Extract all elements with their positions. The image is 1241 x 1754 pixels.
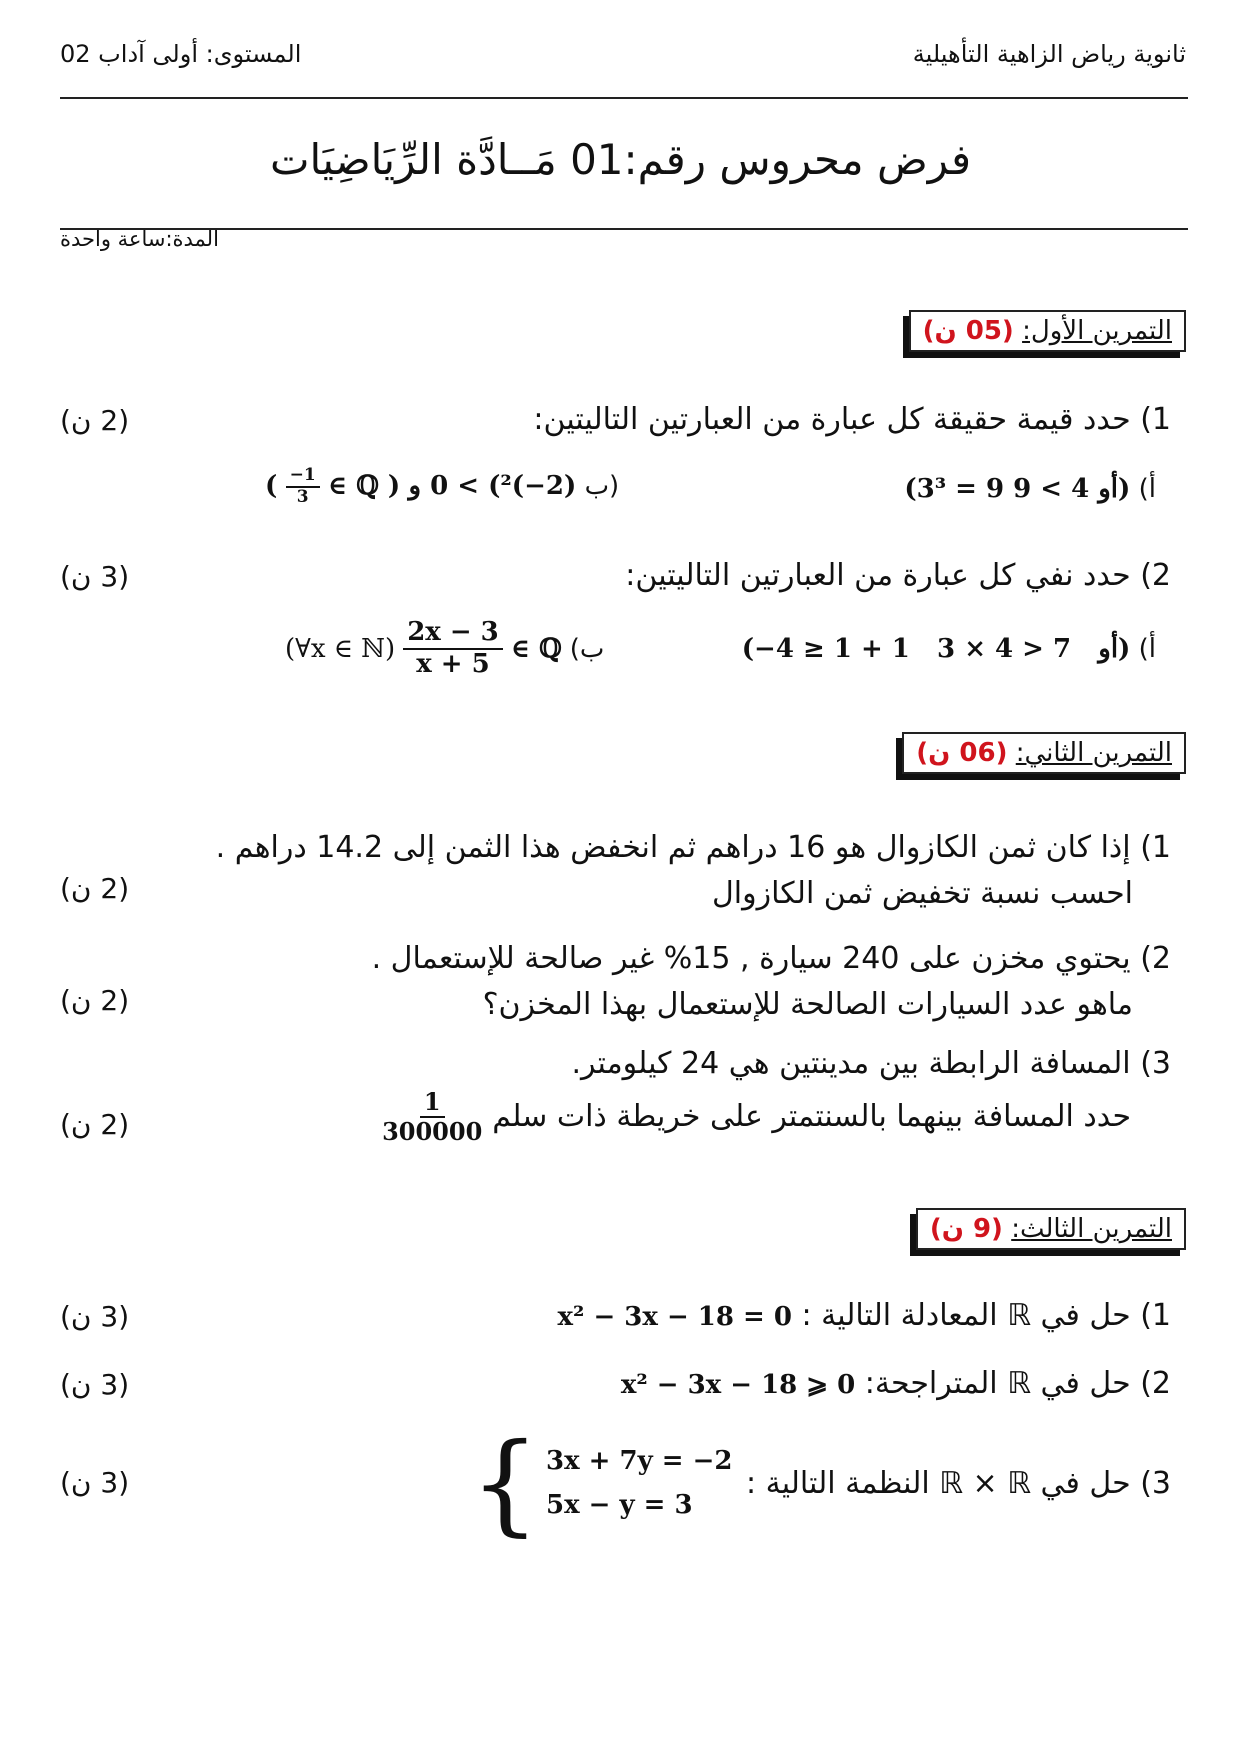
- ex3-q3-eq2: 5x − y = 3: [546, 1490, 693, 1520]
- ex2-q2-line2: ماهو عدد السيارات الصالحة للإستعمال بهذا المخزن؟: [482, 987, 1133, 1022]
- ex2-q1-line1: إذا كان ثمن الكازوال هو 16 دراهم ثم انخفض هذا الثمن إلى 14.2 دراهم .: [215, 830, 1131, 865]
- ex3-q2-expr: x² − 3x − 18 ⩾ 0: [620, 1370, 856, 1400]
- ex1-q2-a-expr: (−4 ≥ 1 + 1 أو 7 < 4 × 3): [741, 634, 1131, 664]
- exercise-3-header: [916, 1208, 1186, 1250]
- ex3-q3-points: (3 ن): [60, 1466, 130, 1499]
- exercise-1-label: التمرين الأول:: [1022, 316, 1172, 346]
- ex1-q2-b-post: ∈ ℚ: [510, 633, 562, 664]
- ex3-q1-text: حل في ℝ المعادلة التالية :: [801, 1298, 1131, 1333]
- ex3-q1-points: (3 ن): [60, 1300, 130, 1333]
- ex1-q1-a-expr: (3³ = 9 أو 4 > 9): [904, 474, 1131, 504]
- ex3-q3-system: [470, 1419, 733, 1547]
- ex1-q1-b-expr-1: (2−)²) > 0 و: [408, 471, 577, 502]
- exercise-3-label: التمرين الثالث:: [1011, 1214, 1172, 1244]
- ex1-q1-points: (2 ن): [60, 404, 130, 437]
- ex3-q2-text: حل في ℝ المتراجحة:: [864, 1366, 1131, 1401]
- ex2-q2-points: (2 ن): [60, 984, 130, 1017]
- ex1-q1-a: [904, 474, 1156, 504]
- ex2-q3-line1-text: المسافة الرابطة بين مدينتين هي 24 كيلومتر.: [571, 1046, 1131, 1081]
- ex2-q1-points: (2 ن): [60, 872, 130, 905]
- ex3-q1: [558, 1298, 1171, 1333]
- ex1-q1-text: حدد قيمة حقيقة كل عبارة من العبارتين التاليتين:: [533, 402, 1131, 437]
- ex2-q2-line1: يحتوي مخزن على 240 سيارة , 15% غير صالحة للإستعمال .: [371, 941, 1131, 976]
- page-title: فرض محروس رقم:01 مَــادَّة الرِّيَاضِيَات: [269, 135, 972, 184]
- exercise-2-label: التمرين الثاني:: [1015, 738, 1172, 768]
- ex2-q1-line2: احسب نسبة تخفيض ثمن الكازوال: [711, 876, 1133, 911]
- ex1-q1: [533, 402, 1171, 437]
- ex1-q2-b-fraction: $\frac{2x - 3}{x + 5}$: [403, 618, 503, 680]
- ex2-q3-line2: [378, 1088, 1131, 1145]
- exercise-1-header: [909, 310, 1186, 352]
- ex1-q2-a-label: أ): [1138, 634, 1156, 664]
- title-rule: [60, 228, 1188, 230]
- ex1-q1-b: ( $\frac{-1}{3}$ ∈ ℚ ) (2−)²) > 0 و ب): [265, 465, 620, 507]
- ex1-q2-number: 2): [1140, 558, 1171, 593]
- class-level: المستوى: أولى آداب 02: [60, 40, 302, 68]
- system-brace: {: [470, 1419, 540, 1547]
- school-name: ثانوية رياض الزاهية التأهيلية: [912, 40, 1186, 68]
- ex1-q2-text: حدد نفي كل عبارة من العبارتين التاليتين:: [625, 558, 1131, 593]
- ex3-q3: [746, 1466, 1171, 1501]
- ex1-q1-b-label: ب): [584, 471, 620, 502]
- ex2-q3-line1: [571, 1046, 1171, 1081]
- ex2-q1-number: 1): [1140, 830, 1171, 865]
- ex1-q1-b-expr-2: ∈ ℚ ): [327, 471, 401, 502]
- exercise-1-points: (05 ن): [922, 316, 1014, 346]
- ex1-q2-b-quantifier: (∀x ∈ ℕ): [285, 633, 396, 664]
- ex3-q1-number: 1): [1140, 1298, 1171, 1333]
- ex2-q3-line2-text: حدد المسافة بينهما بالسنتمتر على خريطة ذات سلم: [492, 1099, 1131, 1135]
- ex3-q3-text: حل في ℝ × ℝ النظمة التالية :: [745, 1466, 1131, 1501]
- ex1-q2-a: [742, 634, 1156, 664]
- ex2-q3-points: (2 ن): [60, 1108, 130, 1141]
- ex2-q2-number: 2): [1140, 941, 1171, 976]
- ex1-q1-b-fraction: $\frac{-1}{3}$: [286, 466, 320, 507]
- ex1-q1-number: 1): [1140, 402, 1171, 437]
- ex1-q2: [625, 558, 1171, 593]
- ex3-q3-eq1: 3x + 7y = −2: [546, 1446, 733, 1476]
- ex1-q1-a-label: أ): [1138, 474, 1156, 504]
- ex2-q1: [216, 825, 1171, 917]
- ex3-q2-number: 2): [1140, 1366, 1171, 1401]
- exercise-3-points: (9 ن): [929, 1214, 1003, 1244]
- header-rule: [60, 97, 1188, 99]
- exercise-2-header: [902, 732, 1186, 774]
- ex2-q3-scale-fraction: $\frac{1}{300000}$: [382, 1087, 483, 1146]
- ex3-q1-expr: x² − 3x − 18 = 0: [557, 1302, 792, 1332]
- ex3-q2: [621, 1366, 1171, 1401]
- duration: المدة:ساعة واحدة: [60, 227, 219, 251]
- ex3-q3-number: 3): [1140, 1466, 1171, 1501]
- ex1-q2-b-label: ب): [569, 633, 605, 664]
- ex2-q2: [372, 936, 1171, 1028]
- ex2-q3-number: 3): [1140, 1046, 1171, 1081]
- ex1-q2-points: (3 ن): [60, 560, 130, 593]
- ex1-q2-b: [285, 618, 604, 680]
- ex3-q2-points: (3 ن): [60, 1368, 130, 1401]
- exercise-2-points: (06 ن): [916, 738, 1008, 768]
